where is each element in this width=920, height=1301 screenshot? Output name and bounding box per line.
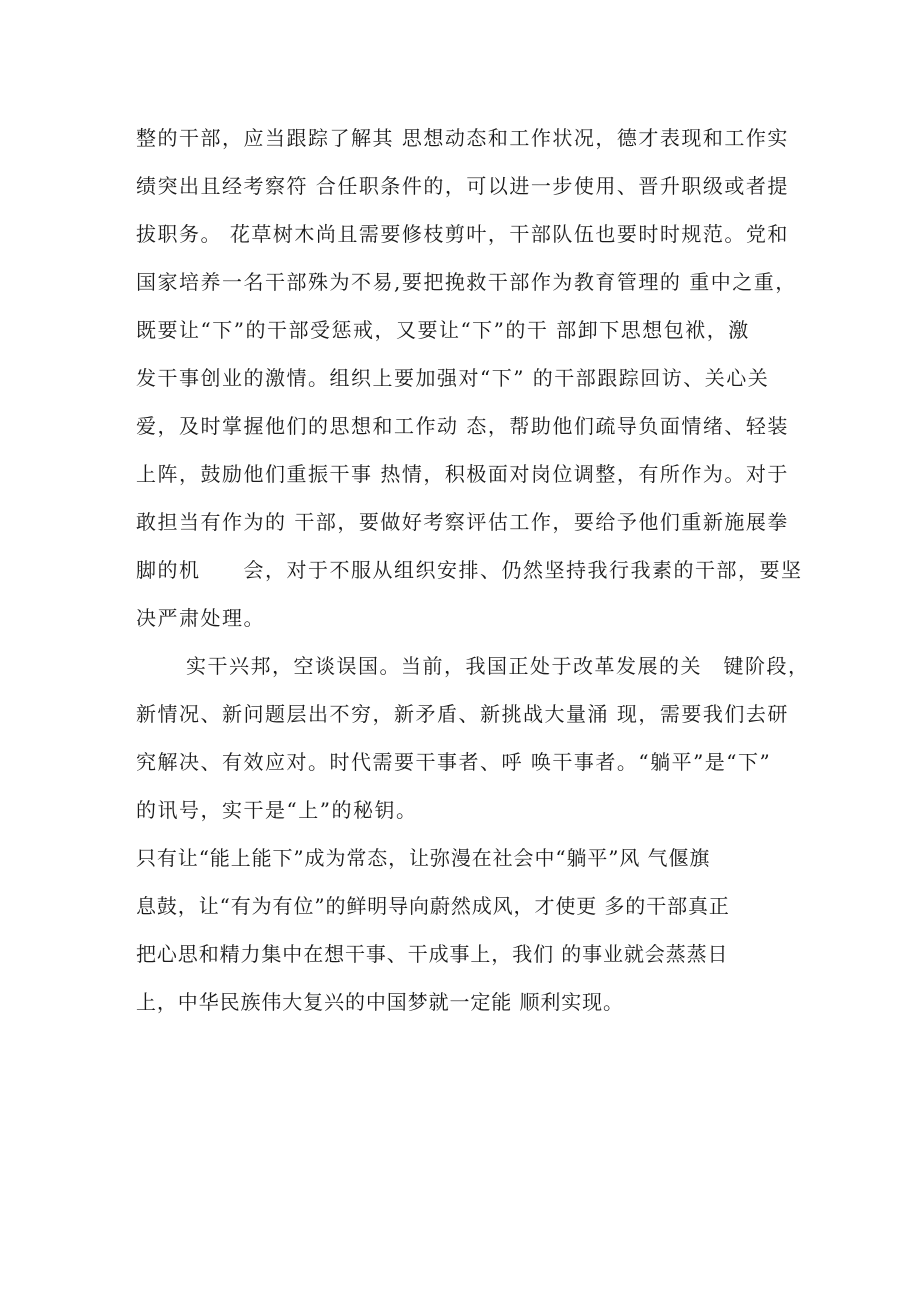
text-line: 上阵，鼓励他们重振干事 热情，积极面对岗位调整，有所作为。对于 (136, 462, 789, 486)
text-line: 国家培养一名干部殊为不易,要把挽救干部作为教育管理的 重中之重， (136, 270, 797, 294)
text-line: 息鼓，让“有为有位”的鲜明导向蔚然成风，才使更 多的干部真正 (136, 894, 730, 918)
text-line: 敢担当有作为的 干部，要做好考察评估工作，要给予他们重新施展拳 (136, 510, 789, 534)
text-line: 发干事创业的激情。组织上要加强对“下” 的干部跟踪回访、关心关 (136, 366, 770, 390)
text-line: 的讯号，实干是“上”的秘钥。 (136, 798, 418, 822)
text-line: 绩突出且经考察符 合任职条件的，可以进一步使用、晋升职级或者提 (136, 174, 789, 198)
text-line: 拔职务。 花草树木尚且需要修枝剪叶，干部队伍也要时时规范。党和 (136, 222, 789, 246)
text-line: 只有让“能上能下”成为常态，让弥漫在社会中“躺平”风 气偃旗 (136, 846, 711, 870)
text-line: 上，中华民族伟大复兴的中国梦就一定能 顺利实现。 (136, 990, 624, 1014)
text-line: 新情况、新问题层出不穷，新矛盾、新挑战大量涌 现，需要我们去研 (136, 702, 789, 726)
text-line: 实干兴邦，空谈误国。当前，我国正处于改革发展的关 键阶段， (186, 654, 810, 678)
text-line: 脚的机 会，对于不服从组织安排、仍然坚持我行我素的干部，要坚 (136, 558, 803, 582)
text-line: 爱，及时掌握他们的思想和工作动 态，帮助他们疏导负面情绪、轻装 (136, 414, 789, 438)
text-line: 究解决、有效应对。时代需要干事者、呼 唤干事者。“躺平”是“下” (136, 750, 772, 774)
text-line: 整的干部，应当跟踪了解其 思想动态和工作状况，德才表现和工作实 (136, 126, 789, 150)
text-line: 决严肃处理。 (136, 606, 265, 630)
text-line: 既要让“下”的干部受惩戒，又要让“下”的干 部卸下思想包袱，激 (136, 318, 750, 342)
text-line: 把心思和精力集中在想干事、干成事上，我们 的事业就会蒸蒸日 (136, 942, 729, 966)
